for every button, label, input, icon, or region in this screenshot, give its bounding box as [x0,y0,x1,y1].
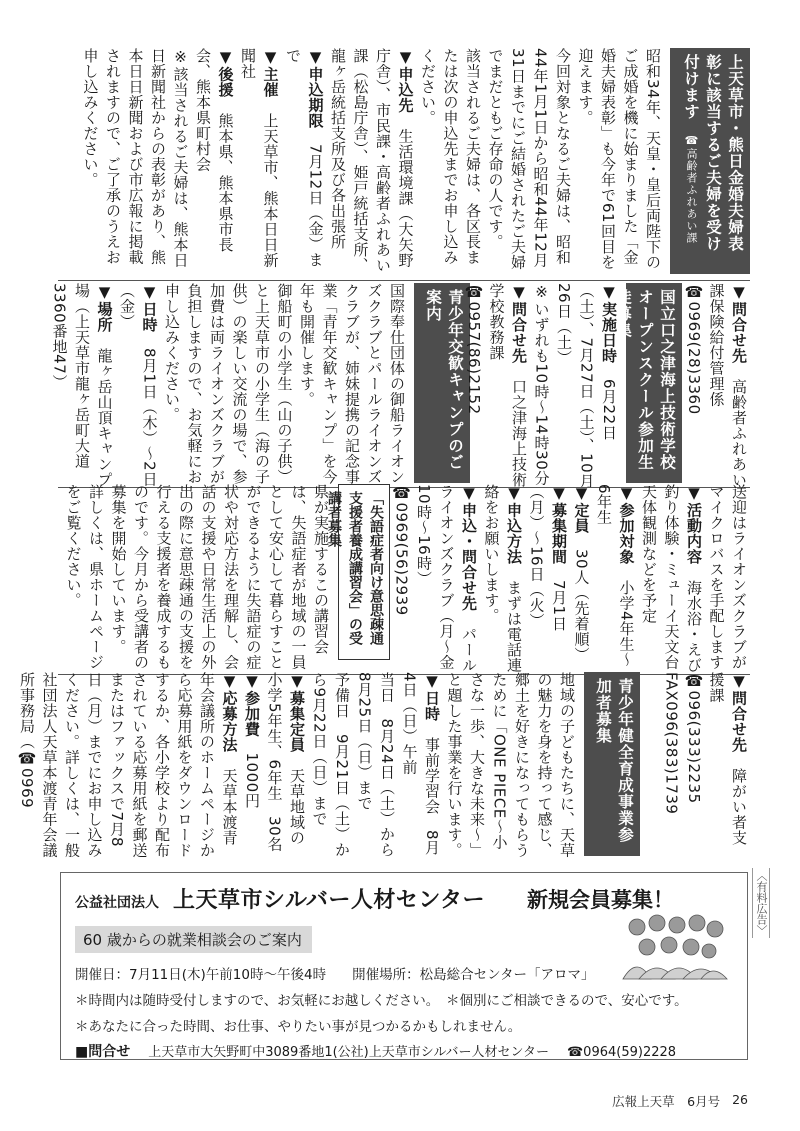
golden-body [64,48,664,276]
golden-para-2: 今回対象となるご夫婦は、昭和44年1月1日から昭和44年12月31日までにご結婚されたご夫婦でまだともご存命の人です。 [486,48,572,270]
camp-title: 青少年交歓キャンプのご案内 [424,289,464,471]
aphasia-body: 県が実施するこの講習会は、失語症者が地域の一員として安心して暮らすことができるように失語症の症状や対応方法を理解し、会話の支援や日常生活上の外出の際に意思疎通の支援を行える支援者を養成するものです。今月から受講者の募集を開始しています。 詳しくは、県ホームページをご覧ください。 [64,484,330,670]
ad-note-1: ＊時間内は随時受付しますので、お気軽にお越しください。 [75,993,433,1009]
golden-note: ※該当されるご夫婦は、熊本日日新聞社からの表彰があり、熊本日日新聞および市広報に掲載されますので、ご了承のうえお申し込みください。 [81,48,190,268]
camp-body-continued: 送迎はライオンズクラブがマイクロバスを手配します ▼活動内容 海水浴・えび釣り体験・ミューイ天文台天体観測などを予定 ▼参加対象 小学4年生〜6年生 ▼定員 30人（先着順） ▼募集期間 7月1日（月）〜16日（火） ▼申込方法 まずは電話連絡をお願いします。 ▼申込・問合せ先 パールライオンズクラブ（月〜金10時〜16時） ☎0969(56)2939 [390,484,750,676]
people-illustration-icon [617,911,729,979]
aphasia-title: 「失語症者向け意思疎通支援者養成講習会」の受講者募集 [326,491,384,645]
golden-title: 上天草市・熊日金婚夫婦表彰に該当するご夫婦を受け付けます [682,54,744,252]
youth-title: 青少年健全育成事業参加者募集 [594,678,634,843]
divider-1 [58,280,750,281]
ad-notes-line [75,989,733,1009]
golden-tel: ☎0969(28)3360 [685,283,703,415]
article-youth-camp [50,283,470,489]
aphasia-fax: FAX096(383)1739 [662,672,681,815]
youth-title-box [584,672,640,856]
ad-note-2: ＊個別にご相談できるので、安心です。 [445,993,688,1009]
golden-contact: ▼問合せ先 高齢者ふれあい課保険給付管理係 ☎0969(28)3360 [682,283,750,489]
golden-host: ▼主催 上天草市、熊本日日新聞社 [239,48,280,268]
article-aphasia [64,484,390,676]
article-golden-wedding [64,48,750,276]
ad-note-3: ＊あなたに合った時間、お仕事、やりたい事が見つかるかもしれません。 [75,1019,522,1035]
marine-body: ▼実施日時 6月22日（土）、7月27日（土）、10月26日（土） ※いずれも10時〜14時30分 ▼問合せ先 口之津海上技術学校教務課 ☎0957(86)2152 [470,283,620,489]
ad-schedule: 開催日：7月11日(木)午前10時〜午後4時 [75,967,327,983]
marine-title: 国立口之津海上技術学校オープンスクール参加生徒募集 [614,289,676,471]
golden-dept: ☎高齢者ふれあい課 [685,134,698,245]
golden-para-3: 該当されるご夫婦は、各区長または次の申込先までお申し込みください。 [419,48,482,265]
page-footer [612,1092,748,1110]
band-4 [18,672,750,860]
ad-tel: ☎0964(59)2228 [566,1045,677,1060]
ad-header [75,883,733,914]
ad-venue: 開催場所：松島総合センター「アロマ」 [352,967,595,983]
ad-address: 上天草市大矢野町中3089番地1(公社)上天草市シルバー人材センター [148,1045,549,1060]
camp-body: 国際奉仕団体の御船ライオンズクラブとパールライオンズクラブが、姉妹提携の記念事業「青年交歓キャンプ」を今年も開催します。 御船町の小学生（山の子供）と上天草市の小学生（海の子供）の楽しい交流の場で、参加費は両ライオンズクラブが負担しますので、お気軽にお申し込みください。 ▼日時 8月1日（木）〜2日（金） ▼場所 龍ヶ岳山頂キャンプ場（上天草市龍ヶ岳町大道3360番地47） [50,283,406,488]
silver-center-ad [60,872,748,1060]
golden-support: ▼後援 熊本県、熊本県市長会、熊本県町村会 [194,48,235,253]
marine-tel: ☎0957(86)2152 [465,283,483,415]
ad-center-name: 上天草市シルバー人材センター [173,888,486,913]
ad-org: 公益社団法人 [75,895,159,911]
aphasia-title-box [326,484,390,660]
ad-contact [75,1041,733,1061]
golden-apply: ▼申込先 生活環境課（大矢野庁舎）、市民課・高齢者ふれあい課（松島庁舎）、姫戸統括支所、龍ヶ岳統括支所及び各出張所 [329,48,415,273]
paid-ad-tag: 〈有料広告〉 [752,868,770,938]
aphasia-contact: ▼問合せ先 障がい者支援課 ☎096(333)2235 FAX096(383)1739 [640,672,750,860]
publication-name: 広報上天草 6月号 [612,1094,721,1109]
ad-contact-label: ■問合せ [75,1044,131,1060]
aphasia-tel: ☎096(333)2235 [685,672,703,804]
golden-deadline: ▼申込期限 7月12日（金）まで [284,48,325,268]
ad-recruit: 新規会員募集！ [527,888,675,912]
band-3 [58,484,750,676]
golden-title-box [670,48,750,274]
ad-consult-banner: 60 歳からの就業相談会のご案内 [75,926,312,953]
band-2 [50,283,750,489]
page-number: 26 [732,1092,748,1107]
marine-title-box [614,283,682,483]
camp-tel: ☎0969(56)2939 [392,484,411,616]
band-1 [58,48,750,276]
article-youth-program [18,672,640,860]
article-marine-school [465,283,682,489]
youth-body: 地域の子どもたちに、天草の魅力を身を持って感じ、郷土を好きになってもらうために「ONE PIECE〜小さな一歩、大きな未来〜」と題した事業を行います。 ▼日時 事前学習会 8月4日（日）午前 当日 8月24日（土）から8月25日（日）まで 予備日 9月21日（土）から9月22日（日）まで ▼募集定員 天草地域の小学5年生、6年生 30名 ▼参加費 1000円 ▼応募方法 天草本渡青年会議所のホームページから応募用紙をダウンロードするか、各小学校より配布されている応募用紙を郵送またはファックスで7月8日（月）までにお申し込みください。詳しくは、一般社団法人天草本渡青年会議所事務局（☎0969 [18,672,576,858]
golden-para-1: 昭和34年、天皇・皇后両陛下のご成婚を機に始まりました「金婚夫婦表彰」も今年で61回目を迎えます。 [576,48,662,270]
